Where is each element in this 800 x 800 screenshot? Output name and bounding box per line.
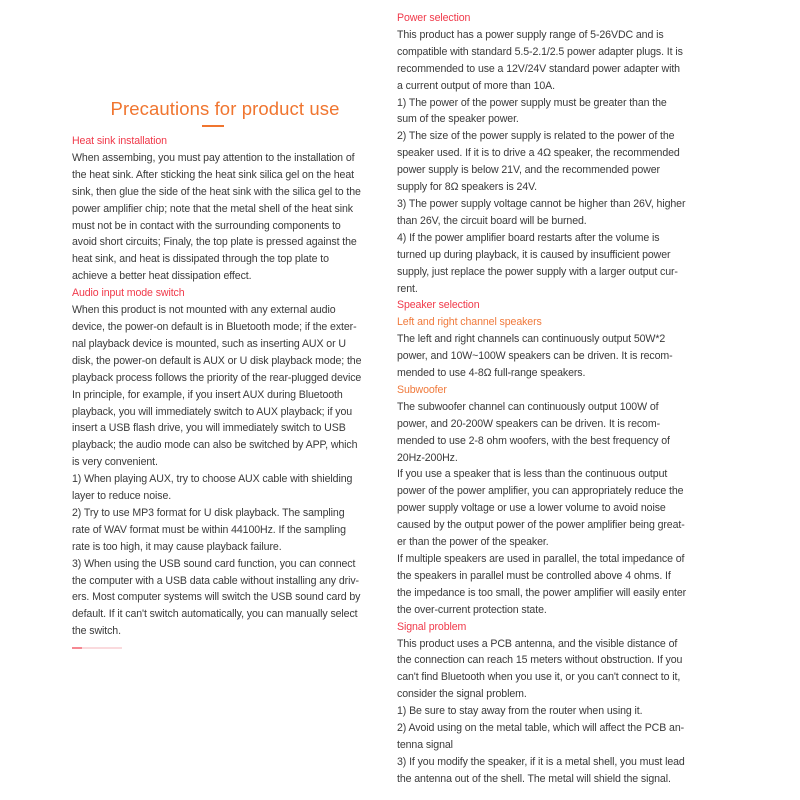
text-line: The subwoofer channel can continuously output 100W of [397, 400, 659, 413]
heading-heat-sink: Heat sink installation [72, 135, 167, 147]
text-line: 1) When playing AUX, try to choose AUX cable with shielding [72, 473, 353, 486]
text-line: than 26V, the circuit board will be burned. [397, 214, 587, 227]
text-line: If you use a speaker that is less than the continuous output [397, 468, 668, 481]
left-right-speakers-text [397, 331, 702, 382]
text-line: rate of WAV format must be within 44100Hz. If the sampling [72, 523, 346, 536]
heading-signal-problem: Signal problem [397, 620, 467, 633]
text-line: This product uses a PCB antenna, and the visible distance of [397, 637, 678, 650]
subwoofer-text [397, 399, 702, 619]
text-line: 3) The power supply voltage cannot be higher than 26V, higher [397, 197, 686, 210]
text-line: rent. [397, 282, 418, 295]
text-line: avoid short circuits; Finaly, the top plate is pressed against the [72, 236, 357, 249]
text-line: power supply is below 21V, and the recommended power [397, 164, 660, 177]
text-line: sink, then glue the side of the heat sink with the silica gel to the [72, 185, 361, 198]
text-line: When assembing, you must pay attention to the installation of [72, 151, 355, 164]
text-line: a current output of more than 10A. [397, 79, 555, 92]
text-line: the antenna out of the shell. The metal will shield the signal. [397, 772, 671, 785]
text-line: mended to use 2-8 ohm woofers, with the best frequency of [397, 434, 670, 447]
text-line: sum of the speaker power. [397, 113, 519, 126]
text-line: insert a USB flash drive, you will immediately switch to USB [72, 422, 346, 435]
text-line: playback; the audio mode can also be switched by APP, which [72, 439, 358, 452]
text-line: 2) Avoid using on the metal table, which will affect the PCB an- [397, 722, 685, 735]
text-line: the computer with a USB data cable without installing any driv- [72, 574, 359, 587]
text-line: heat sink, and heat is dissipated through the top plate to [72, 253, 329, 266]
text-line: the switch. [72, 625, 121, 638]
text-line: This product has a power supply range of 5-26VDC and is [397, 28, 664, 41]
text-line: speaker used. If it is to drive a 4Ω speaker, the recommended [397, 147, 680, 160]
heading-audio-input: Audio input mode switch [72, 287, 185, 300]
cut-off-heading [72, 645, 142, 650]
text-line: 2) The size of the power supply is related to the power of the [397, 130, 675, 143]
text-line: power amplifier chip; note that the metal shell of the heat sink [72, 202, 353, 215]
text-line: is very convenient. [72, 456, 158, 469]
page-title: Precautions for product use [110, 98, 340, 119]
text-line: tenna signal [397, 738, 453, 751]
text-line: the connection can reach 15 meters without obstruction. If you [397, 654, 683, 667]
text-line: the impedance is too small, the power amplifier will easily enter [397, 586, 687, 599]
text-line: mended to use 4-8Ω full-range speakers. [397, 367, 586, 380]
text-line: turned up during playback, it is caused by insufficient power [397, 248, 671, 261]
heading-power-selection: Power selection [397, 12, 471, 24]
text-line: 1) The power of the power supply must be greater than the [397, 96, 667, 109]
text-line: playback, you will immediately switch to AUX playback; if you [72, 405, 353, 418]
text-line: supply for 8Ω speakers is 24V. [397, 181, 537, 194]
text-line: the over-current protection state. [397, 603, 547, 616]
text-line: rate is too high, it may cause playback failure. [72, 540, 282, 553]
right-column [397, 10, 702, 788]
left-column [72, 133, 377, 640]
text-line: In principle, for example, if you insert AUX during Bluetooth [72, 388, 343, 401]
text-line: can't find Bluetooth when you use it, or you can't connect to it, [397, 671, 681, 684]
text-line: supply, just replace the power supply with a larger output cur- [397, 265, 678, 278]
text-line: ers. Most computer systems will switch the USB sound card by [72, 591, 361, 604]
text-line: recommended to use a 12V/24V standard power adapter with [397, 62, 680, 75]
text-line: device, the power-on default is in Bluetooth mode; if the exter- [72, 320, 357, 333]
text-line: 20Hz-200Hz. [397, 451, 458, 464]
heading-subwoofer: Subwoofer [397, 383, 447, 396]
text-line: 1) Be sure to stay away from the router when using it. [397, 705, 643, 718]
text-line: compatible with standard 5.5-2.1/2.5 power adapter plugs. It is [397, 45, 683, 58]
text-line: consider the signal problem. [397, 688, 527, 701]
text-line: the speakers in parallel must be controlled above 4 ohms. If [397, 569, 671, 582]
audio-input-text [72, 302, 377, 640]
text-line: 3) If you modify the speaker, if it is a metal shell, you must lead [397, 755, 685, 768]
text-line: playback process follows the priority of the rear-plugged device [72, 371, 362, 384]
text-line: power supply voltage or use a lower volume to avoid noise [397, 502, 666, 515]
power-selection-text [397, 27, 702, 298]
heat-sink-text [72, 150, 377, 285]
text-line: the heat sink. After sticking the heat sink silica gel on the heat [72, 168, 354, 181]
text-line: caused by the output power of the power amplifier being great- [397, 519, 685, 532]
text-line: default. If it can't switch automatically, you can manually select [72, 608, 358, 621]
heading-left-right-speakers: Left and right channel speakers [397, 316, 542, 329]
text-line: achieve a better heat dissipation effect. [72, 270, 252, 283]
text-line: 2) Try to use MP3 format for U disk playback. The sampling [72, 506, 345, 519]
text-line: nal playback device is mounted, such as inserting AUX or U [72, 337, 346, 350]
text-line: When this product is not mounted with any external audio [72, 304, 336, 317]
text-line: The left and right channels can continuously output 50W*2 [397, 333, 666, 346]
text-line: disk, the power-on default is AUX or U disk playback mode; the [72, 354, 362, 367]
text-line: 3) When using the USB sound card function, you can connect [72, 557, 356, 570]
text-line: If multiple speakers are used in parallel, the total impedance of [397, 553, 685, 565]
text-line: must not be in contact with the surrounding components to [72, 219, 341, 232]
title-underline [202, 125, 224, 127]
text-line: layer to reduce noise. [72, 490, 172, 503]
text-line: power, and 10W~100W speakers can be driven. It is recom- [397, 350, 673, 363]
text-line: 4) If the power amplifier board restarts after the volume is [397, 231, 660, 244]
signal-problem-text [397, 636, 702, 788]
text-line: power of the power amplifier, you can appropriately reduce the [397, 485, 684, 498]
text-line: er than the power of the speaker. [397, 536, 549, 549]
heading-speaker-selection: Speaker selection [397, 299, 480, 312]
text-line: power, and 20-200W speakers can be driven. It is recom- [397, 417, 661, 430]
